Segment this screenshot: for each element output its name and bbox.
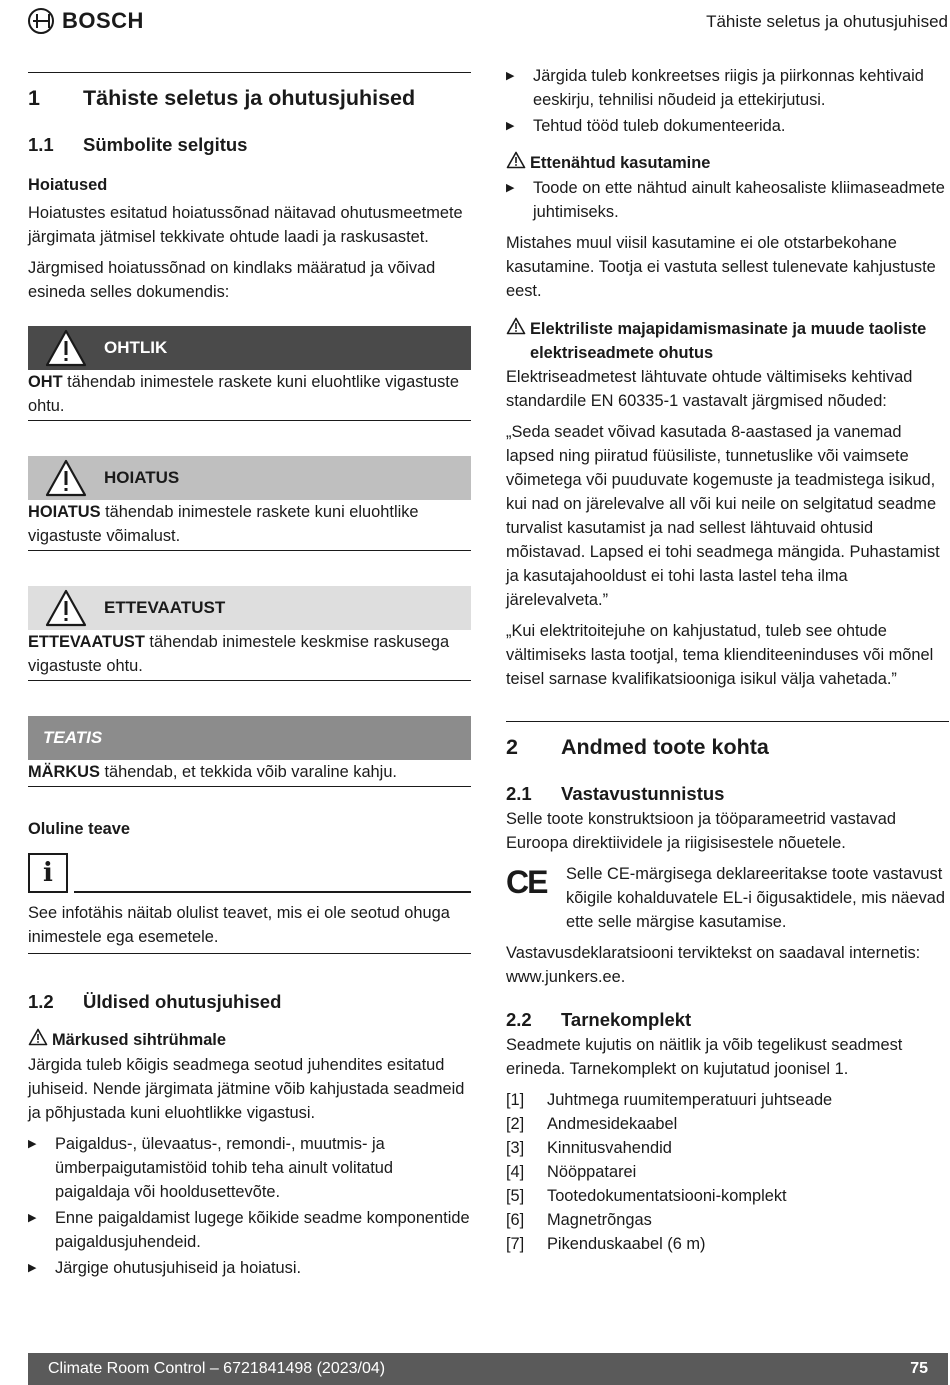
list-item: [5] Tootedokumentatsiooni-komplekt	[506, 1187, 787, 1205]
section-2-2-heading: 2.2 Tarnekomplekt	[506, 1009, 692, 1030]
section-2-1-heading: 2.1 Vastavustunnistus	[506, 783, 725, 804]
left-column	[28, 60, 471, 1282]
warning-triangle-icon	[28, 458, 104, 498]
warning-text-ettevaatust: ETTEVAATUST tähendab inimestele keskmise raskusega vigastuste ohtu.	[28, 630, 471, 681]
list-item: [7] Pikenduskaabel (6 m)	[506, 1235, 706, 1253]
elektri-paragraph-1: Elektriseadmetest lähtuvate ohtude vältimiseks kehtivad standardile EN 60335-1 vastavalt järgmised nõuded:	[506, 368, 913, 410]
warning-triangle-icon	[28, 588, 104, 628]
s21-paragraph-2: Vastavusdeklaratsiooni terviktekst on saadaval internetis: www.junkers.ee.	[506, 944, 921, 986]
kasutamine-heading: Ettenähtud kasutamine	[506, 151, 949, 176]
list-item: ▶ Toode on ette nähtud ainult kaheosaliste kliimaseadmete juhtimiseks.	[506, 176, 949, 224]
warning-small-icon	[506, 151, 530, 176]
info-divider	[74, 891, 471, 893]
delivery-list	[506, 1088, 949, 1256]
bullet-list-right	[506, 64, 949, 138]
section-2-rule	[506, 721, 949, 761]
section-1-rule	[28, 72, 471, 112]
section-1-2-heading: 1.2 Üldised ohutusjuhised	[28, 991, 282, 1012]
warning-text-hoiatus: HOIATUS tähendab inimestele raskete kuni eluohtlike vigastuste võimalust.	[28, 500, 471, 551]
warning-label: HOIATUS	[104, 468, 180, 487]
info-icon: i	[28, 853, 68, 893]
bullet-list-left	[28, 1132, 471, 1280]
section-2-heading: 2 Andmed toote kohta	[506, 735, 769, 759]
list-item: [1] Juhtmega ruumitemperatuuri juhtseade	[506, 1091, 833, 1109]
kasutamine-list	[506, 176, 949, 224]
s22-paragraph: Seadmete kujutis on näitlik ja võib tegelikust seadmest erineda. Tarnekomplekt on kujutatud joonisel 1.	[506, 1036, 903, 1078]
sihtruhm-heading: Märkused sihtrühmale	[28, 1028, 471, 1053]
hoiatused-paragraph-1: Hoiatustes esitatud hoiatussõnad näitavad ohutusmeetmete järgimata jätmisel tekkivate ohtude laadi ja raskusastet.	[28, 204, 463, 246]
hoiatused-heading: Hoiatused	[28, 176, 108, 194]
running-header: Tähiste seletus ja ohutusjuhised	[706, 12, 948, 31]
warning-box-ettevaatust	[28, 586, 471, 630]
sihtruhm-paragraph: Järgida tuleb kõigis seadmega seotud juhendites esitatud juhiseid. Nende järgimata jätmine võib kahjustada seadmeid ja põhjustada kuni eluohtlikke vigastusi.	[28, 1056, 465, 1122]
elektri-heading: Elektriliste majapidamismasinate ja muude taoliste elektriseadmete ohutus	[506, 317, 949, 365]
brand-name: BOSCH	[62, 8, 144, 33]
list-item: [2] Andmesidekaabel	[506, 1115, 678, 1133]
list-item: [4] Nööppatarei	[506, 1163, 637, 1181]
list-item: [3] Kinnitusvahendid	[506, 1139, 672, 1157]
list-item: ▶ Tehtud tööd tuleb dokumenteerida.	[506, 114, 949, 138]
warning-label: OHTLIK	[104, 338, 168, 357]
footer-doc-info: Climate Room Control – 6721841498 (2023/04)	[48, 1360, 386, 1377]
notice-box-teatis: TEATIS	[28, 716, 471, 760]
info-text: See infotähis näitab olulist teavet, mis ei ole seotud ohuga inimestele ega esemetele.	[28, 901, 471, 954]
warning-box-hoiatus	[28, 456, 471, 500]
ce-mark-icon: CE	[506, 864, 547, 900]
page-number: 75	[910, 1360, 928, 1377]
oluline-teave-heading: Oluline teave	[28, 820, 131, 838]
ce-declaration	[506, 862, 949, 941]
s21-paragraph-1: Selle toote konstruktsioon ja tööparameetrid vastavad Euroopa direktiividele ja riigisisestele nõuetele.	[506, 810, 896, 852]
list-item: [6] Magnetrõngas	[506, 1211, 652, 1229]
elektri-paragraph-2: „Seda seadet võivad kasutada 8-aastased ja vanemad lapsed ning piiratud füüsiliste, tunnetuslike või vaimsete võimetega või puuduvate kogemuste ja teadmistega isikud, kui nad on järelevalve all või kui neile on selgitatud seadme turvalist kasutamist ja nad sellest lähtuvaid ohtusid mõistavad. Lapsed ei tohi seadmega mängida. Puhastamist ja kasutajahooldust ei tohi lasta lastel teha ilma järelevalveta.”	[506, 423, 940, 609]
warning-small-icon	[28, 1028, 52, 1053]
warning-text-ohtlik: OHT tähendab inimestele raskete kuni eluohtlike vigastuste ohtu.	[28, 370, 471, 421]
warning-label: ETTEVAATUST	[104, 598, 226, 617]
info-symbol-row	[28, 853, 471, 893]
page-footer	[28, 1353, 948, 1385]
list-item: ▶ Enne paigaldamist lugege kõikide seadme komponentide paigaldusjuhendeid.	[28, 1206, 471, 1254]
right-column	[506, 64, 949, 1256]
brand-logo	[28, 8, 144, 34]
ce-text: Selle CE-märgisega deklareeritakse toote vastavust kõigile kohalduvatele EL-i õigusaktidele, mis näevad ette selle märgise kasutamise.	[566, 865, 946, 931]
hoiatused-paragraph-2: Järgmised hoiatussõnad on kindlaks määratud ja võivad esineda selles dokumendis:	[28, 259, 436, 301]
notice-text-markus: MÄRKUS tähendab, et tekkida võib varaline kahju.	[28, 760, 471, 787]
list-item: ▶ Paigaldus-, ülevaatus-, remondi-, muutmis- ja ümberpaigutamistöid tohib teha ainult volitatud paigaldaja või hooldusettevõte.	[28, 1132, 471, 1204]
warning-small-icon	[506, 317, 530, 365]
elektri-paragraph-3: „Kui elektritoitejuhe on kahjustatud, tuleb see ohtude vältimiseks lasta tootjal, tema klienditeeninduses või mõnel teisel sarnase kvalifikatsiooniga isikul välja vahetada.”	[506, 622, 934, 688]
list-item: ▶ Järgida tuleb konkreetses riigis ja piirkonnas kehtivaid eeskirju, tehnilisi nõudeid ja ettekirjutusi.	[506, 64, 949, 112]
warning-box-ohtlik	[28, 326, 471, 370]
bosch-armature-icon	[28, 8, 54, 34]
kasutamine-paragraph: Mistahes muul viisil kasutamine ei ole otstarbekohane kasutamine. Tootja ei vastuta sellest tulenevate kahjustuste eest.	[506, 234, 936, 300]
section-1-heading: 1 Tähiste seletus ja ohutusjuhised	[28, 86, 416, 110]
section-1-1-heading: 1.1 Sümbolite selgitus	[28, 134, 248, 155]
warning-triangle-icon	[28, 328, 104, 368]
list-item: ▶ Järgige ohutusjuhiseid ja hoiatusi.	[28, 1256, 471, 1280]
